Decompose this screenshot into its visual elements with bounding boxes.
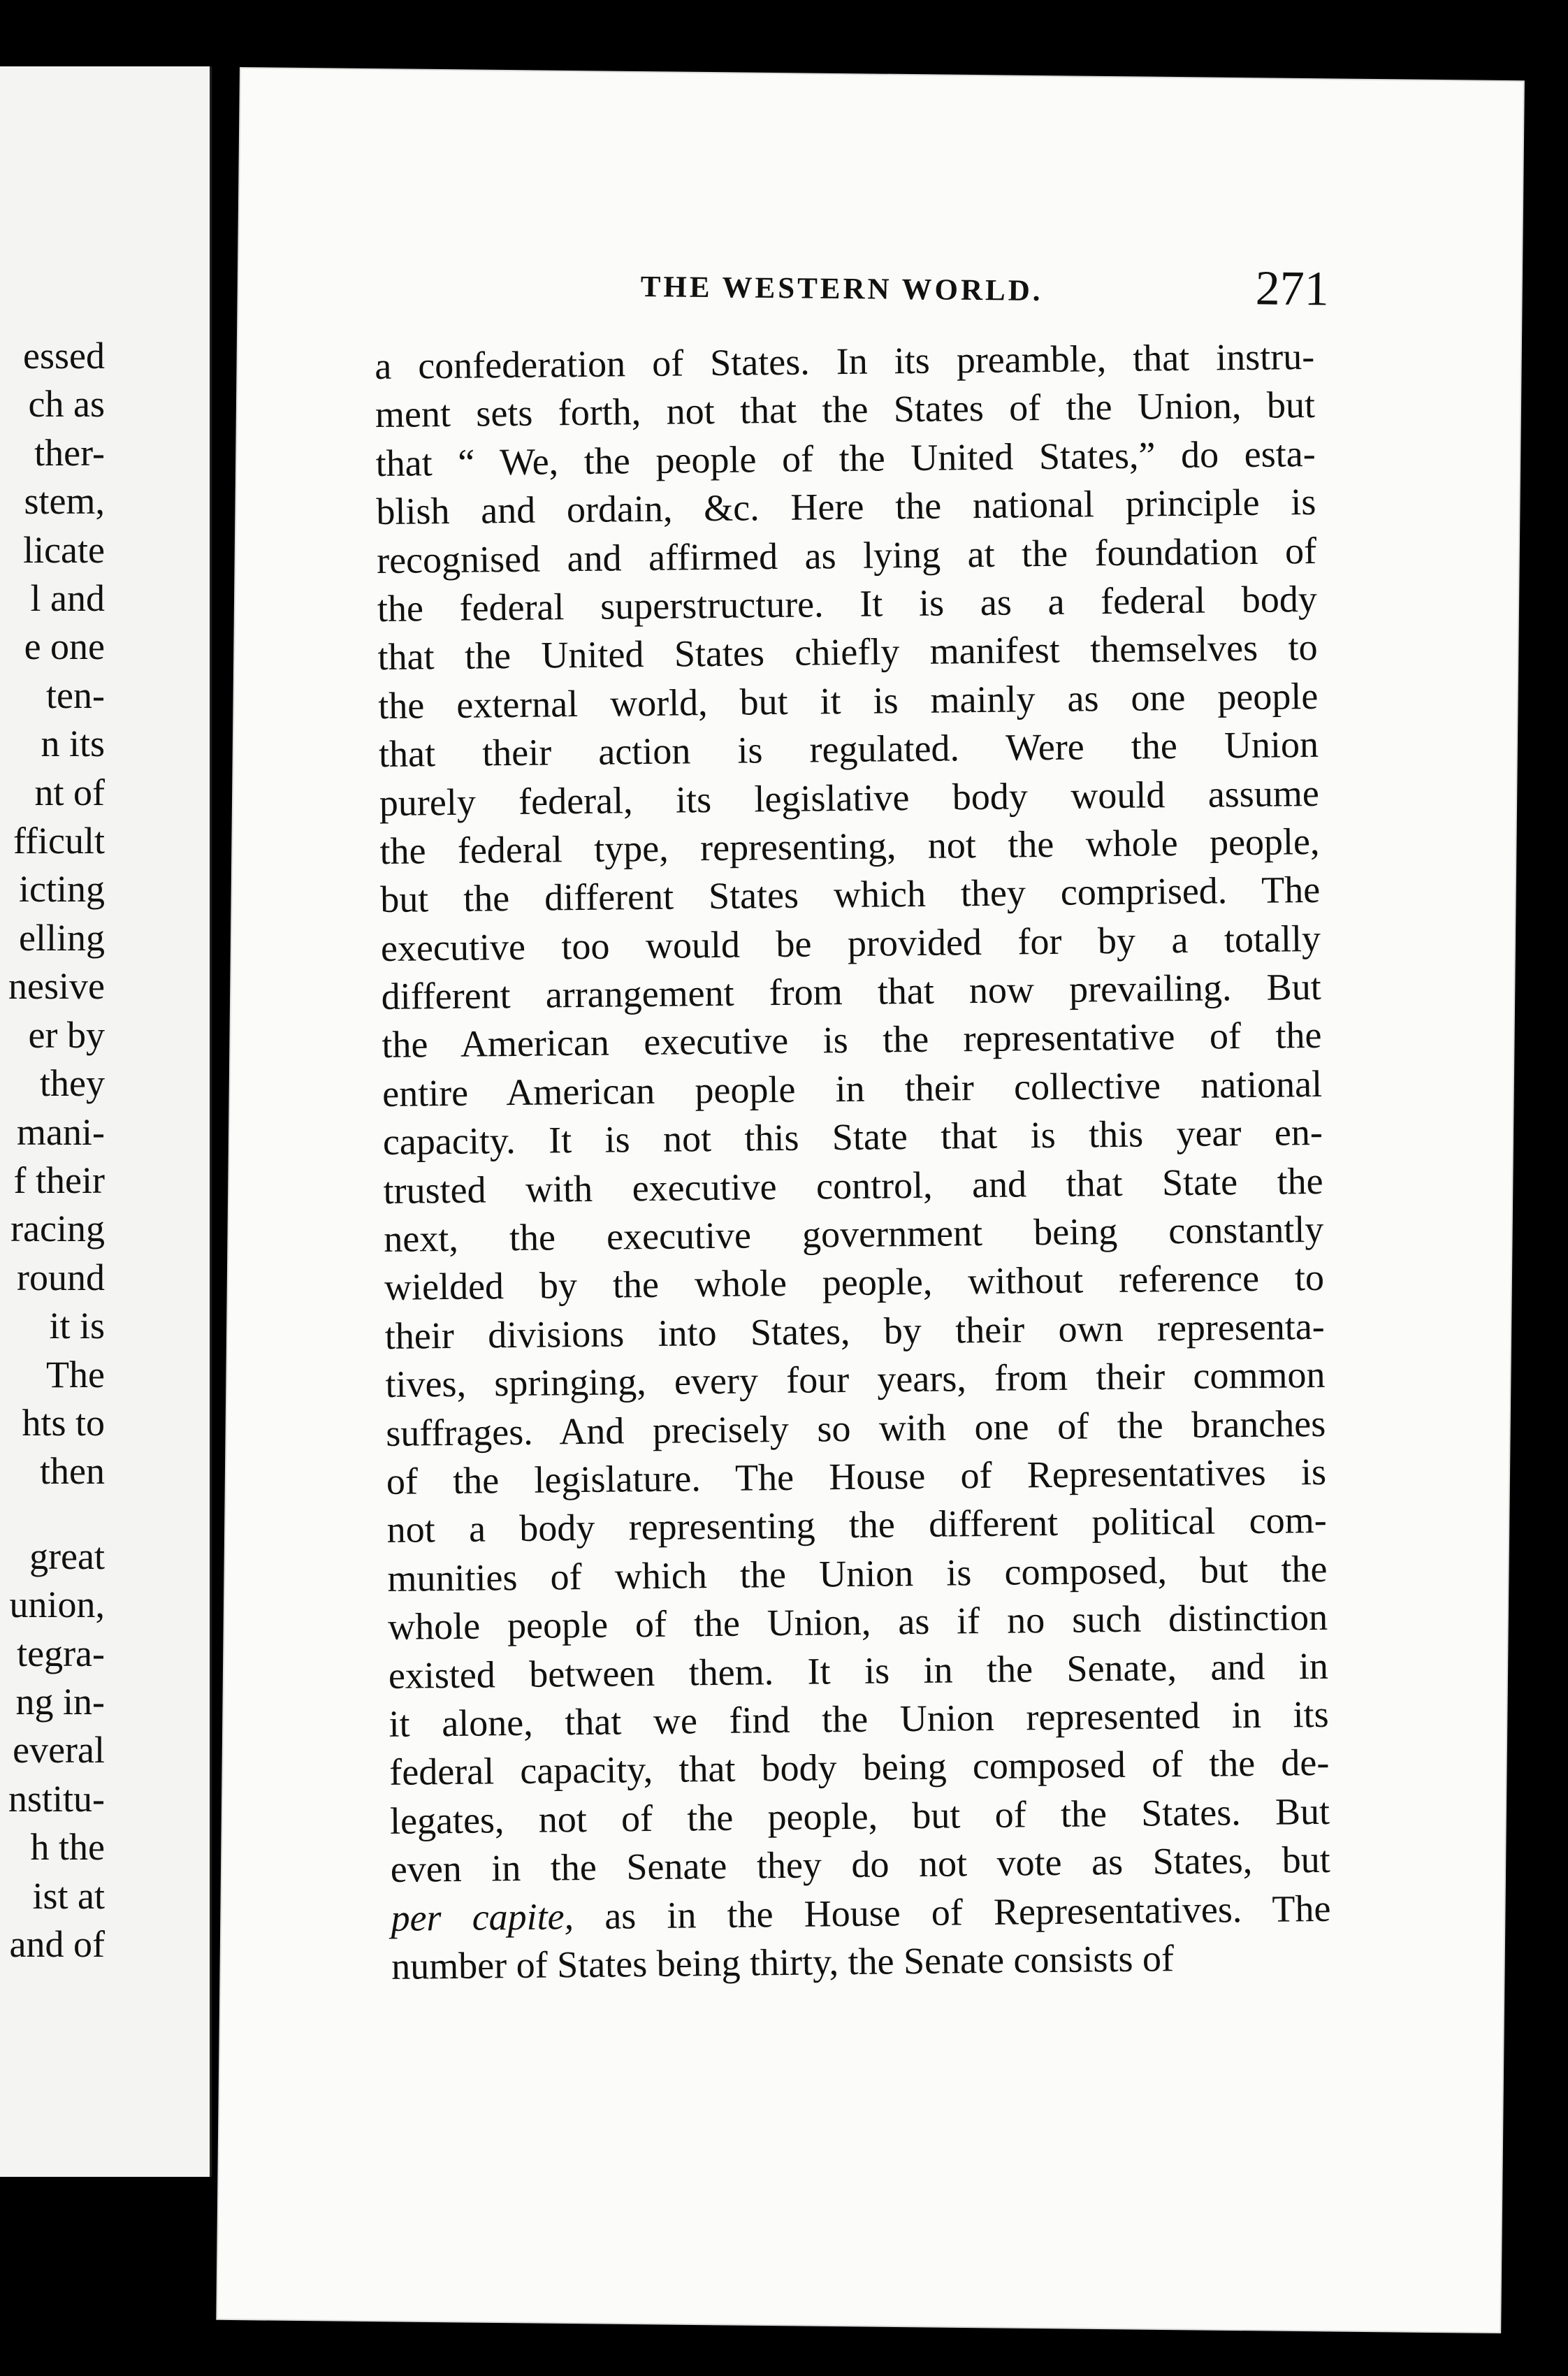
body-line-final: number of States being thirty, the Senate consists of: [391, 1937, 1175, 1987]
facing-page-line: mani-: [17, 1110, 105, 1153]
facing-page-line: stem,: [24, 480, 105, 523]
facing-page-line: f their: [13, 1159, 105, 1201]
facing-page-line: ther-: [34, 431, 105, 474]
facing-page-line: ist at: [32, 1874, 105, 1917]
body-line: whole people of the Union, as if no such distinction: [387, 1595, 1328, 1649]
book-page: [217, 68, 1523, 2332]
body-line: legates, not of the people, but of the States. But: [389, 1790, 1330, 1842]
facing-page-line: l and: [30, 577, 105, 620]
body-line: ment sets forth, not that the States of the Union, but: [375, 384, 1316, 436]
facing-page-line: er by: [28, 1013, 105, 1056]
page-number: 271: [1255, 261, 1330, 317]
body-line: different arrangement from that now prevailing. But: [381, 965, 1321, 1018]
facing-page-line: licate: [23, 528, 105, 571]
running-title: THE WESTERN WORLD.: [640, 270, 1043, 308]
body-line: that “ We, the people of the United States,” do esta-: [375, 432, 1316, 484]
facing-page-line: The: [46, 1353, 105, 1396]
body-line: even in the Senate they do not vote as States, but: [390, 1838, 1331, 1891]
body-line: the American executive is the representative of the: [382, 1014, 1322, 1066]
facing-page-line: round: [17, 1256, 105, 1298]
body-line: the federal type, representing, not the whole people,: [379, 820, 1320, 872]
facing-page-line: tegra-: [17, 1632, 105, 1674]
body-line: next, the executive government being constantly: [384, 1208, 1324, 1260]
body-line: munities of which the Union is composed, but the: [387, 1547, 1328, 1600]
facing-page-fragment: [0, 66, 212, 2177]
body-line: trusted with executive control, and that State the: [383, 1159, 1323, 1212]
italic-line-rest: as in the House of Representatives. The: [573, 1887, 1331, 1937]
facing-page-line: ng in-: [15, 1680, 105, 1723]
body-line: suffrages. And precisely so with one of the branches: [385, 1402, 1326, 1454]
body-text: [375, 333, 1332, 1991]
body-line: that their action is regulated. Were the Union: [378, 723, 1319, 776]
facing-page-line: nt of: [34, 771, 105, 813]
facing-page-line: they: [40, 1062, 105, 1105]
body-line: but the different States which they comprised. The: [379, 869, 1321, 921]
body-line: it alone, that we find the Union represented in its: [389, 1693, 1329, 1745]
facing-page-line: n its: [41, 723, 105, 765]
facing-page-line: fficult: [13, 820, 105, 862]
facing-page-line: nstitu-: [8, 1777, 105, 1820]
body-line: the external world, but it is mainly as one people: [378, 674, 1319, 727]
facing-page-line: everal: [13, 1729, 105, 1772]
facing-page-line: ten-: [46, 674, 105, 716]
facing-page-line: great: [29, 1535, 105, 1577]
body-line: the federal superstructure. It is as a federal body: [377, 577, 1318, 630]
body-line: of the legislature. The House of Representatives is: [386, 1450, 1327, 1502]
body-line: purely federal, its legislative body would assume: [379, 772, 1320, 824]
italic-phrase: per capite,: [391, 1895, 574, 1939]
facing-page-text: [0, 332, 105, 1969]
body-line: existed between them. It is in the Senate, and in: [388, 1644, 1329, 1697]
facing-page-line: it is: [49, 1305, 105, 1347]
body-line: not a body representing the different political com-: [386, 1499, 1327, 1551]
facing-page-line: then: [40, 1450, 105, 1493]
facing-page-line: racing: [10, 1208, 105, 1250]
body-line: capacity. It is not this State that is this year en-: [382, 1111, 1323, 1164]
facing-page-line: icting: [19, 868, 105, 911]
body-line: a confederation of States. In its preamble, that instru-: [374, 335, 1315, 388]
body-line: wielded by the whole people, without reference to: [384, 1256, 1325, 1309]
facing-page-line: essed: [23, 335, 105, 377]
facing-page-line: and of: [9, 1923, 105, 1965]
facing-page-line: hts to: [22, 1401, 105, 1444]
body-line: that the United States chiefly manifest themselves to: [377, 626, 1318, 679]
body-line: tives, springing, every four years, from their common: [385, 1354, 1326, 1406]
facing-page-line: e one: [24, 625, 105, 668]
facing-page-line: h the: [30, 1826, 105, 1869]
facing-page-line: elling: [19, 916, 105, 959]
body-line: recognised and affirmed as lying at the foundation of: [376, 529, 1317, 581]
body-line: blish and ordain, &c. Here the national principle is: [376, 481, 1316, 533]
body-line: executive too would be provided for by a totally: [380, 917, 1321, 969]
body-line: entire American people in their collective national: [382, 1062, 1323, 1115]
facing-page-line: ch as: [28, 383, 105, 426]
facing-page-line: union,: [9, 1584, 105, 1626]
body-lines: [375, 333, 1330, 1894]
body-line: federal capacity, that body being composed of the de-: [389, 1741, 1330, 1794]
facing-page-line: nesive: [8, 965, 105, 1008]
body-line: their divisions into States, by their own representa-: [384, 1305, 1326, 1357]
body-line-italic: [391, 1884, 1331, 1942]
